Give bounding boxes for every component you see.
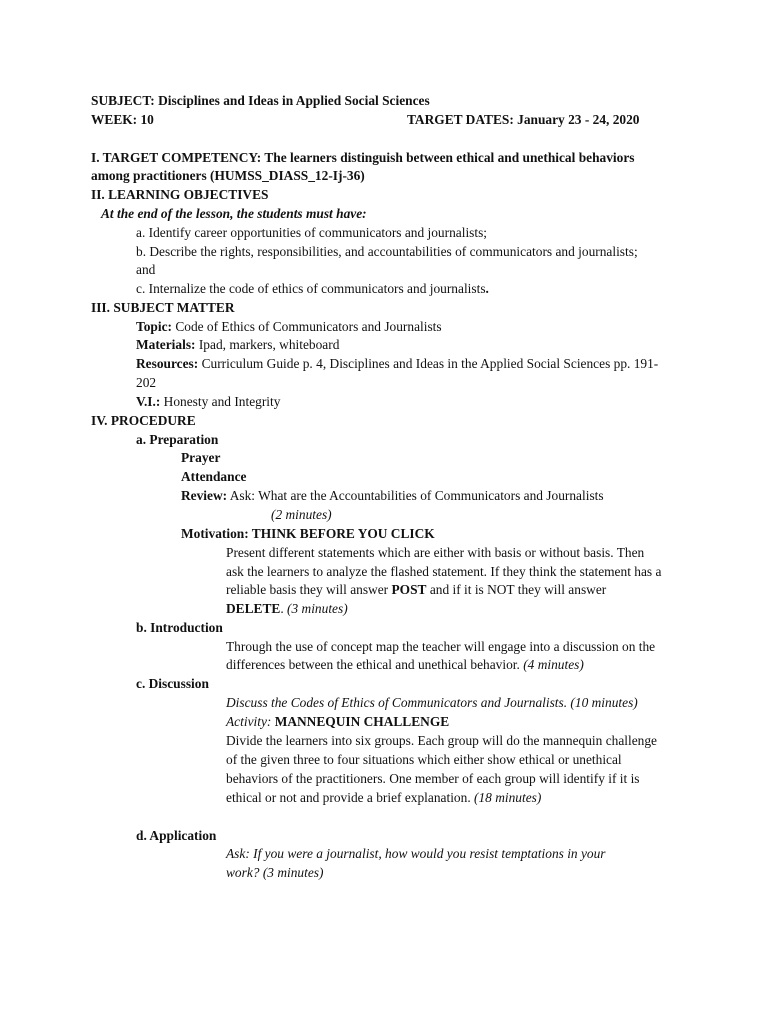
review-time: (2 minutes) bbox=[271, 507, 332, 522]
discussion-line-3: Divide the learners into six groups. Each group will do the mannequin challenge bbox=[226, 733, 657, 748]
objectives-heading: II. LEARNING OBJECTIVES bbox=[91, 187, 269, 202]
topic-line: Topic: Code of Ethics of Communicators and Journalists bbox=[136, 319, 442, 334]
introduction-line-2: differences between the ethical and unethical behavior. (4 minutes) bbox=[226, 657, 584, 672]
discussion-heading: c. Discussion bbox=[136, 676, 209, 691]
discussion-line-1: Discuss the Codes of Ethics of Communicators and Journalists. (10 minutes) bbox=[226, 695, 638, 710]
discussion-line-6: ethical or not and provide a brief explanation. (18 minutes) bbox=[226, 790, 542, 805]
objective-c: c. Internalize the code of ethics of communicators and journalists. bbox=[136, 281, 489, 296]
competency-line-2: among practitioners (HUMSS_DIASS_12-Ij-36) bbox=[91, 168, 365, 183]
prayer-label: Prayer bbox=[181, 450, 221, 465]
resources-line-2: 202 bbox=[136, 375, 157, 390]
motivation-heading: Motivation: THINK BEFORE YOU CLICK bbox=[181, 526, 435, 541]
activity-line: Activity: MANNEQUIN CHALLENGE bbox=[226, 714, 450, 729]
application-line-2: work? (3 minutes) bbox=[226, 865, 324, 880]
discussion-line-5: behaviors of the practitioners. One member of each group will identify if it is bbox=[226, 771, 640, 786]
motivation-line-3: reliable basis they will answer POST and if it is NOT they will answer bbox=[226, 582, 607, 597]
competency-line-1: I. TARGET COMPETENCY: The learners distinguish between ethical and unethical behaviors bbox=[91, 150, 635, 165]
motivation-line-2: ask the learners to analyze the flashed statement. If they think the statement has a bbox=[226, 564, 662, 579]
objectives-intro: At the end of the lesson, the students must have: bbox=[101, 206, 367, 221]
objective-b-line-2: and bbox=[136, 262, 156, 277]
attendance-label: Attendance bbox=[181, 469, 247, 484]
week-line: WEEK: 10 bbox=[91, 112, 154, 127]
subject-matter-heading: III. SUBJECT MATTER bbox=[91, 300, 235, 315]
discussion-line-4: of the given three to four situations which either show ethical or unethical bbox=[226, 752, 622, 767]
materials-line: Materials: Ipad, markers, whiteboard bbox=[136, 337, 340, 352]
objective-b-line-1: b. Describe the rights, responsibilities, and accountabilities of communicators and journalists; bbox=[136, 244, 638, 259]
target-dates: TARGET DATES: January 23 - 24, 2020 bbox=[407, 112, 640, 127]
motivation-line-4: DELETE. (3 minutes) bbox=[226, 601, 348, 616]
resources-line-1: Resources: Curriculum Guide p. 4, Disciplines and Ideas in the Applied Social Sciences pp. 191- bbox=[136, 356, 659, 371]
objective-a: a. Identify career opportunities of communicators and journalists; bbox=[136, 225, 488, 240]
introduction-line-1: Through the use of concept map the teacher will engage into a discussion on the bbox=[226, 639, 656, 654]
procedure-heading: IV. PROCEDURE bbox=[91, 413, 196, 428]
application-line-1: Ask: If you were a journalist, how would you resist temptations in your bbox=[226, 846, 606, 861]
review-line: Review: Ask: What are the Accountabilities of Communicators and Journalists bbox=[181, 488, 604, 503]
motivation-line-1: Present different statements which are either with basis or without basis. Then bbox=[226, 545, 645, 560]
introduction-heading: b. Introduction bbox=[136, 620, 223, 635]
vi-line: V.I.: Honesty and Integrity bbox=[136, 394, 281, 409]
preparation-heading: a. Preparation bbox=[136, 432, 219, 447]
application-heading: d. Application bbox=[136, 828, 217, 843]
subject-line: SUBJECT: Disciplines and Ideas in Applied Social Sciences bbox=[91, 93, 430, 108]
